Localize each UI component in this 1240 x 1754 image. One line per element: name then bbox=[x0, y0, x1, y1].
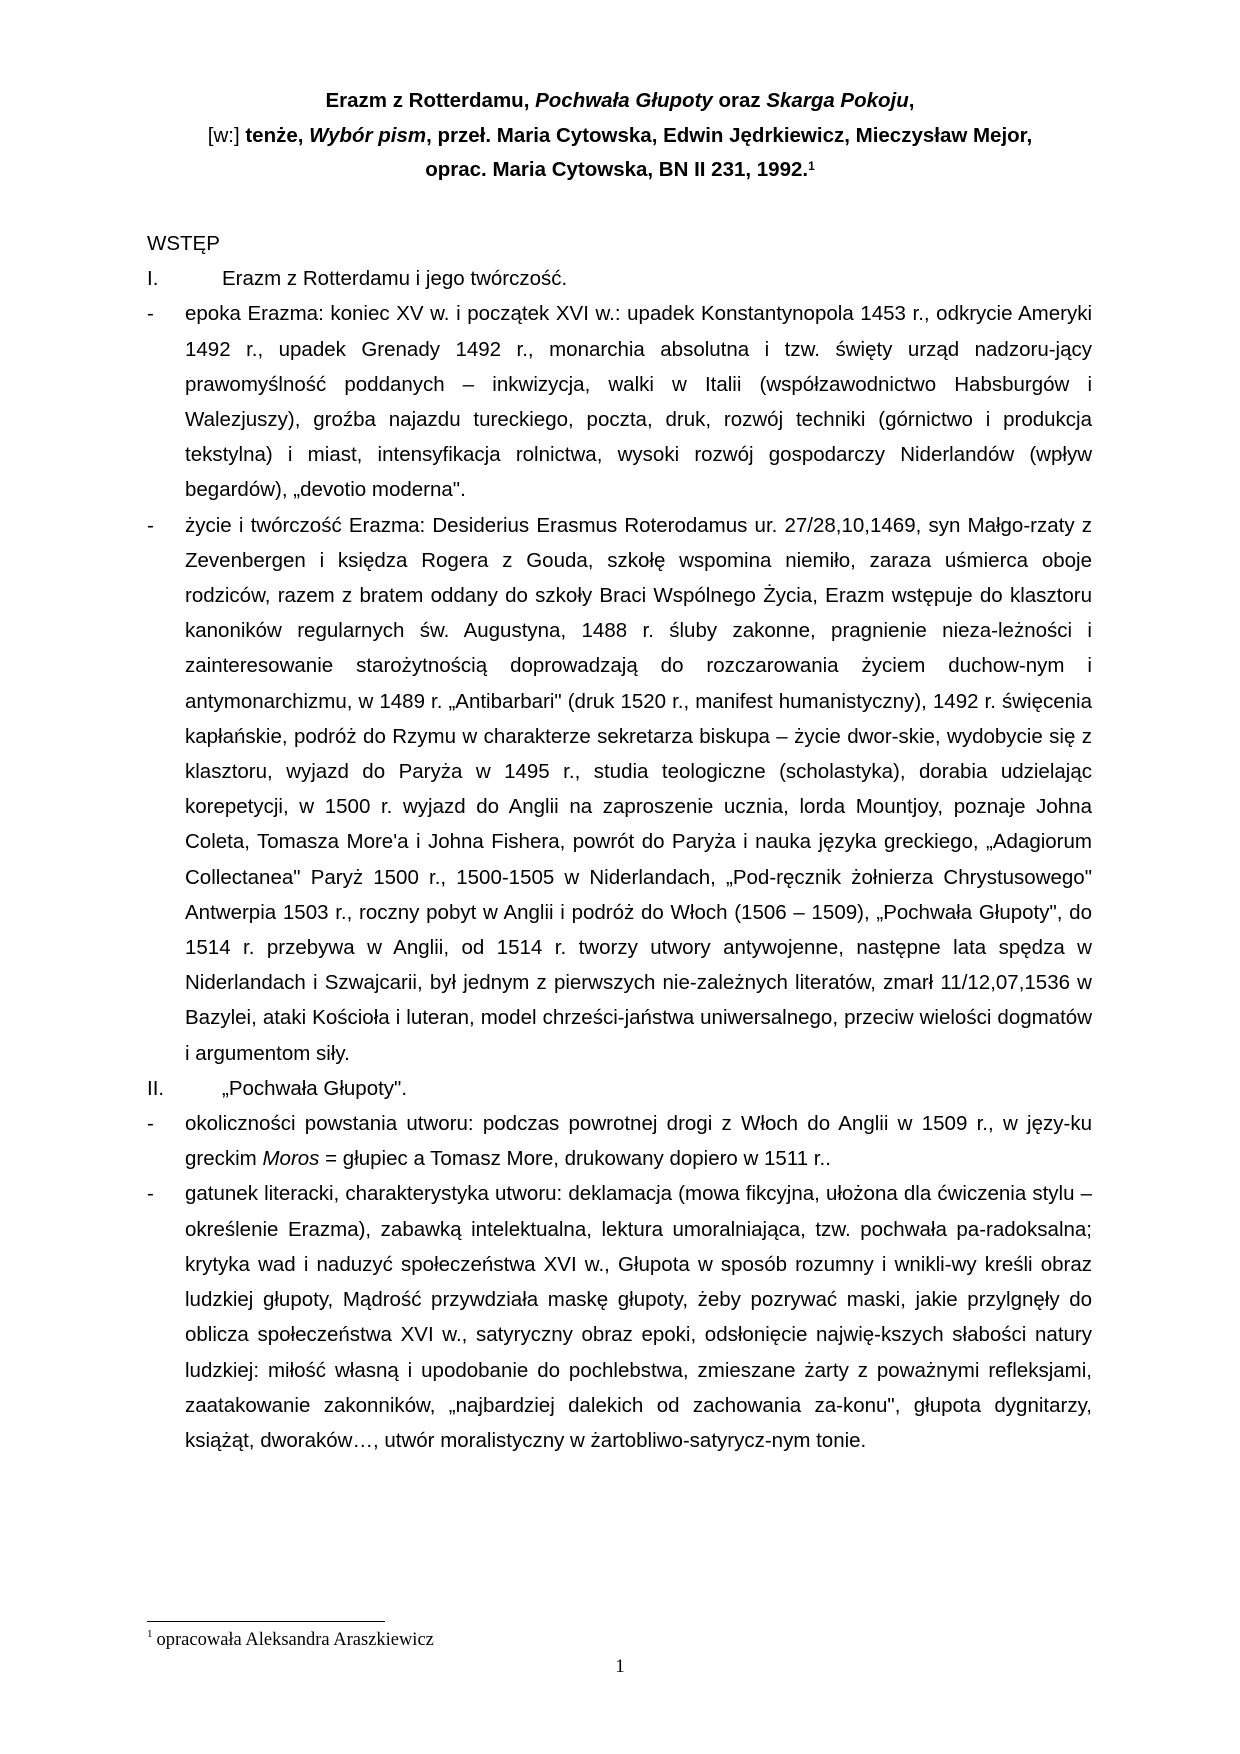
title-comma: , bbox=[908, 89, 915, 112]
title-work-2: Skarga Pokoju bbox=[766, 89, 909, 112]
title-author: Erazm z Rotterdamu, bbox=[325, 89, 536, 112]
dash-bullet: - bbox=[147, 513, 154, 537]
page-number: 1 bbox=[615, 1656, 625, 1677]
list-item-text: okoliczności powstania utworu: podczas powrotnej drogi z Włoch do Anglii w 1509 r., w języ-ku greckim bbox=[185, 1112, 1092, 1171]
list-item-text: gatunek literacki, charakterystyka utworu: deklamacja (mowa fikcyjna, ułożona dla ćwiczenia stylu – określenie Erazma), zabawką intelektualna, lektura umoralniająca, tzw. pochwała pa-radoksalna; krytyka wad i naduzyć społeczeństwa XVI w., Głupota w sposób rozumny i wnikli-wy kreśli obraz ludzkiej głupoty, Mądrość przywdziała maskę głupoty, żeby pozrywać maski, jakie przylgnęły do oblicza społeczeństwa XVI w., satyryczny obraz epoki, odsłonięcie najwię-kszych słabości natury ludzkiej: miłość własną i upodobanie do pochlebstwa, zmieszane żarty z poważnymi refleksjami, zaatakowanie zakonników, „najbardziej dalekich od zachowania za-konu", głupota dygnitarzy, książąt, dworaków…, utwór moralistyczny w żartobliwo-satyrycz-nym tonie. bbox=[185, 1182, 1092, 1452]
dash-bullet: - bbox=[147, 1112, 154, 1136]
document-title bbox=[130, 84, 1110, 188]
dash-bullet: - bbox=[147, 1182, 154, 1206]
list-item-text: życie i twórczość Erazma: Desiderius Erasmus Roterodamus ur. 27/28,10,1469, syn Małgo-rzaty z Zevenbergen i księdza Rogera z Gouda, szkołę wspomina niemiło, zaraza uśmierca oboje rodziców, razem z bratem oddany do szkoły Braci Wspólnego Życia, Erazm wstępuje do klasztoru kanoników regularnych św. Augustyna, 1488 r. śluby zakonne, pragnienie nieza-leżności i zainteresowanie starożytnością doprowadzają do rozczarowania życiem duchow-nym i antymonarchizmu, w 1489 r. „Antibarbari" (druk 1520 r., manifest humanistyczny), 1492 r. święcenia kapłańskie, podróż do Rzymu w charakterze sekretarza biskupa – życie dwor-skie, wydobycie się z klasztoru, wyjazd do Paryża w 1495 r., studia teologiczne (scholastyka), dorabia udzielając korepetycji, w 1500 r. wyjazd do Anglii na zaproszenie ucznia, lorda Mountjoy, poznaje Johna Coleta, Tomasza More'a i Johna Fishera, powrót do Paryża i nauka języka greckiego, „Adagiorum Collectanea" Paryż 1500 r., 1500-1505 w Niderlandach, „Pod-ręcznik żołnierza Chrystusowego" Antwerpia 1503 r., roczny pobyt w Anglii i podróż do Włoch (1506 – 1509), „Pochwała Głupoty", do 1514 r. przebywa w Anglii, od 1514 r. tworzy utwory antywojenne, następne lata spędza w Niderlandach i Szwajcarii, był jednym z pierwszych nie-zależnych literatów, zmarł 11/12,07,1536 w Bazylei, ataki Kościoła i luteran, model chrześci-jaństwa uniwersalnego, przeciw wielości dogmatów i argumentom siły. bbox=[185, 513, 1092, 1065]
section-numeral: I. bbox=[147, 267, 159, 291]
title-line-1 bbox=[130, 84, 1110, 119]
list-item bbox=[147, 508, 1092, 1071]
title-in-marker: [w:] bbox=[207, 123, 240, 147]
list-item bbox=[147, 1106, 1092, 1176]
footnote-text: opracowała Aleksandra Araszkiewicz bbox=[156, 1630, 434, 1650]
list-item bbox=[147, 296, 1092, 507]
section-title-1 bbox=[147, 261, 1092, 296]
section-heading: WSTĘP bbox=[147, 232, 220, 255]
title-translators: , przeł. Maria Cytowska, Edwin Jędrkiewicz, Mieczysław Mejor, bbox=[426, 123, 1033, 147]
list-item-text: epoka Erazma: koniec XV w. i początek XVI w.: upadek Konstantynopola 1453 r., odkrycie Ameryki 1492 r., upadek Grenady 1492 r., monarchia absolutna i tzw. święty urząd nadzoru-jący prawomyślność poddanych – inkwizycja, walki w Italii (współzawodnictwo Habsburgów i Walezjuszy), groźba najazdu tureckiego, poczta, druk, rozwój techniki (górnictwo i produkcja tekstylna) i miast, intensyfikacja rolnictwa, wysoki rozwój gospodarczy Niderlandów (wpływ begardów), „devotio moderna". bbox=[185, 302, 1092, 502]
section-numeral: II. bbox=[147, 1076, 165, 1100]
title-same-author: tenże, bbox=[239, 123, 310, 147]
list-item-text: = głupiec a Tomasz More, drukowany dopiero w 1511 r.. bbox=[319, 1147, 831, 1171]
title-work-1: Pochwała Głupoty bbox=[535, 89, 713, 112]
italic-term: Moros bbox=[262, 1147, 320, 1171]
footnote-number: 1 bbox=[147, 1628, 153, 1640]
footnote-reference: 1 bbox=[808, 159, 815, 173]
title-line-3 bbox=[130, 153, 1110, 188]
document-body bbox=[147, 226, 1092, 1458]
dash-bullet: - bbox=[147, 302, 154, 326]
title-collection: Wybór pism bbox=[309, 123, 427, 147]
title-conjunction: oraz bbox=[712, 89, 767, 112]
footnote-separator bbox=[147, 1621, 385, 1622]
footnote bbox=[147, 1630, 434, 1651]
title-edition: oprac. Maria Cytowska, BN II 231, 1992. bbox=[425, 158, 809, 181]
section-title-2 bbox=[147, 1071, 1092, 1106]
title-line-2 bbox=[130, 119, 1110, 154]
list-item bbox=[147, 1176, 1092, 1458]
section-title-text: „Pochwała Głupoty". bbox=[222, 1076, 408, 1100]
section-title-text: Erazm z Rotterdamu i jego twórczość. bbox=[222, 267, 568, 291]
